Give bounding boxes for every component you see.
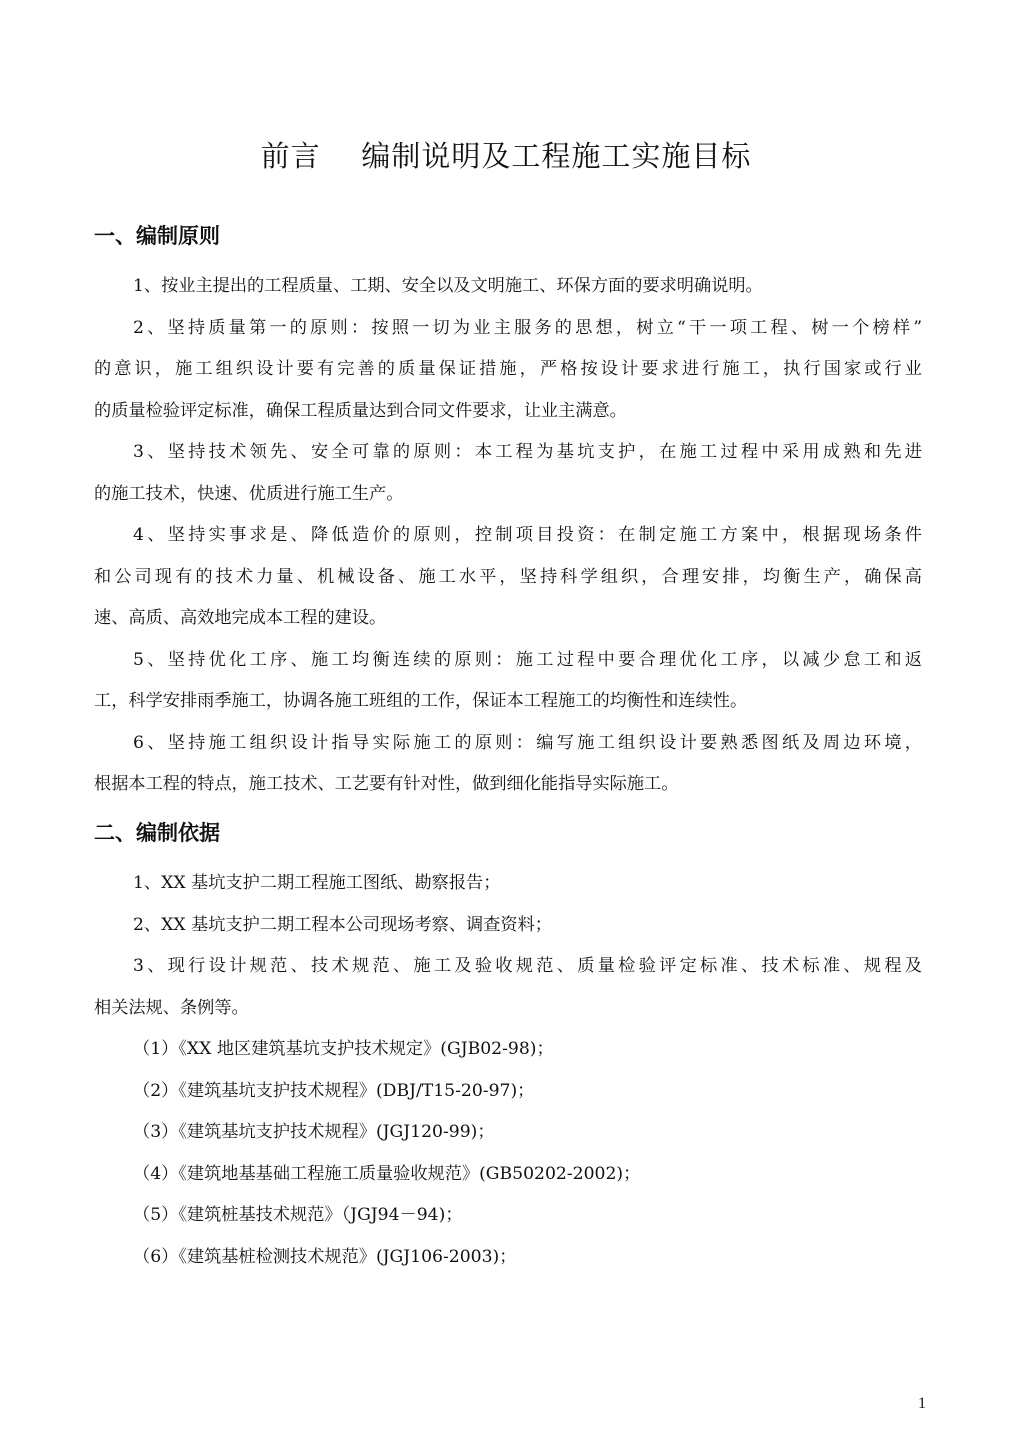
reference-item: （5）《建筑桩基技术规范》（JGJ94－94)； [133,1205,463,1225]
paragraph-line: 的质量检验评定标准，确保工程质量达到合同文件要求，让业主满意。 [94,401,627,421]
paragraph-line: 的意识，施工组织设计要有完善的质量保证措施，严格按设计要求进行施工，执行国家或行业 [94,359,922,379]
paragraph-line: 5、坚持优化工序、施工均衡连续的原则：施工过程中要合理优化工序，以减少怠工和返 [133,650,922,670]
paragraph-line: 工，科学安排雨季施工，协调各施工班组的工作，保证本工程施工的均衡性和连续性。 [94,691,748,711]
section-heading-basis: 二、编制依据 [94,821,220,845]
paragraph-line: 和公司现有的技术力量、机械设备、施工水平，坚持科学组织，合理安排，均衡生产，确保高 [94,567,922,587]
reference-item: （3）《建筑基坑支护技术规程》(JGJ120-99)； [133,1122,495,1142]
section-heading-principles: 一、编制原则 [94,224,220,248]
paragraph-line: 4、坚持实事求是、降低造价的原则，控制项目投资：在制定施工方案中，根据现场条件 [133,525,922,545]
paragraph-line: 速、高质、高效地完成本工程的建设。 [94,608,387,628]
document-title: 前言 编制说明及工程施工实施目标 [260,139,752,173]
paragraph-line: 3、坚持技术领先、安全可靠的原则：本工程为基坑支护，在施工过程中采用成熟和先进 [133,442,922,462]
paragraph-line: 的施工技术，快速、优质进行施工生产。 [94,484,404,504]
reference-item: （2）《建筑基坑支护技术规程》(DBJ/T15-20-97)； [133,1081,535,1101]
page-number: 1 [918,1395,926,1412]
paragraph-line: 2、坚持质量第一的原则：按照一切为业主服务的思想，树立“干一项工程、树一个榜样” [133,318,922,338]
paragraph-line: 1、XX 基坑支护二期工程施工图纸、勘察报告； [133,873,501,893]
reference-item: （6）《建筑基桩检测技术规范》(JGJ106-2003)； [133,1247,517,1267]
paragraph-line: 3、现行设计规范、技术规范、施工及验收规范、质量检验评定标准、技术标准、规程及 [133,956,922,976]
paragraph-line: 2、XX 基坑支护二期工程本公司现场考察、调查资料； [133,915,552,935]
reference-item: （1）《XX 地区建筑基坑支护技术规定》(GJB02-98)； [133,1039,554,1059]
paragraph-line: 根据本工程的特点，施工技术、工艺要有针对性，做到细化能指导实际施工。 [94,774,679,794]
paragraph-line: 相关法规、条例等。 [94,998,249,1018]
paragraph-line: 1、按业主提出的工程质量、工期、安全以及文明施工、环保方面的要求明确说明。 [133,276,763,296]
reference-item: （4）《建筑地基基础工程施工质量验收规范》(GB50202-2002)； [133,1164,641,1184]
paragraph-line: 6、坚持施工组织设计指导实际施工的原则：编写施工组织设计要熟悉图纸及周边环境， [133,733,922,753]
